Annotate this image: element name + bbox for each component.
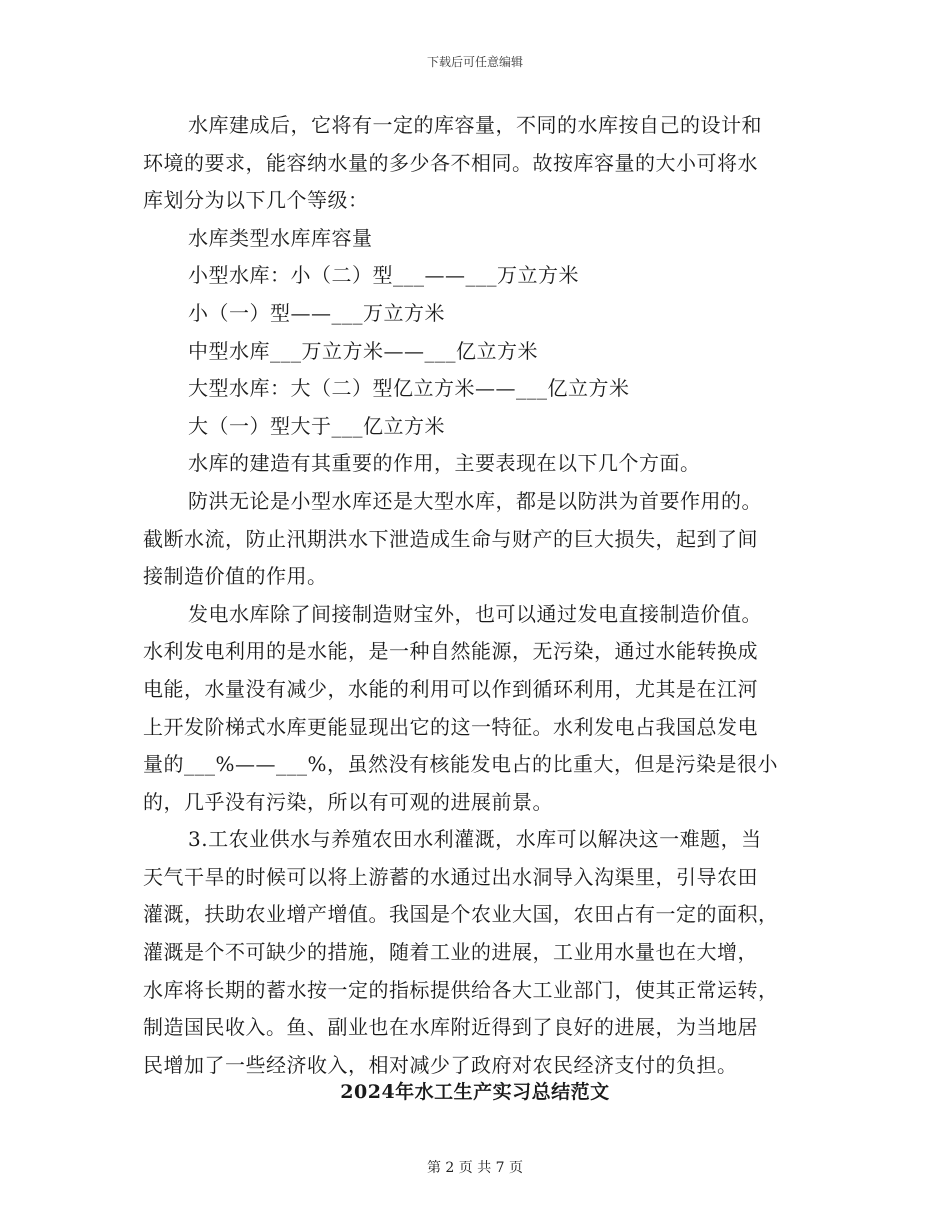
text-line: 大型水库：大（二）型亿立方米——___亿立方米 bbox=[188, 376, 630, 401]
text-line: 库划分为以下几个等级： bbox=[143, 188, 369, 213]
text-line: 水利发电利用的是水能，是一种自然能源，无污染，通过水能转换成 bbox=[143, 639, 758, 664]
header-note: 下载后可任意编辑 bbox=[426, 55, 523, 69]
text-line: 灌溉，扶助农业增产增值。我国是个农业大国，农田占有一定的面积， bbox=[143, 902, 779, 927]
text-line: 中型水库___万立方米——___亿立方米 bbox=[188, 338, 538, 363]
text-line: 的，几乎没有污染，所以有可观的进展前景。 bbox=[143, 789, 553, 814]
text-line: 制造国民收入。鱼、副业也在水库附近得到了良好的进展，为当地居 bbox=[143, 1015, 758, 1040]
text-line: 大（一）型大于___亿立方米 bbox=[188, 413, 445, 438]
text-line: 小型水库：小（二）型___——___万立方米 bbox=[188, 263, 579, 288]
text-line: 3.工农业供水与养殖农田水利灌溉，水库可以解决这一难题，当 bbox=[188, 827, 762, 852]
text-line: 发电水库除了间接制造财宝外，也可以通过发电直接制造价值。 bbox=[188, 601, 762, 626]
text-line: 截断水流，防止汛期洪水下泄造成生命与财产的巨大损失，起到了间 bbox=[143, 526, 758, 551]
text-line: 天气干旱的时候可以将上游蓄的水通过出水洞导入沟渠里，引导农田 bbox=[143, 864, 758, 889]
document-title: 2024年水工生产实习总结范文 bbox=[340, 1081, 610, 1103]
text-line: 水库将长期的蓄水按一定的指标提供给各大工业部门，使其正常运转， bbox=[143, 977, 779, 1002]
text-line: 民增加了一些经济收入，相对减少了政府对农民经济支付的负担。 bbox=[143, 1052, 738, 1077]
text-line: 量的___%——___%，虽然没有核能发电占的比重大，但是污染是很小 bbox=[143, 752, 779, 777]
text-line: 接制造价值的作用。 bbox=[143, 564, 328, 589]
text-line: 水库类型水库库容量 bbox=[188, 225, 373, 250]
page-number: 第 2 页 共 7 页 bbox=[426, 1160, 524, 1176]
text-line: 环境的要求，能容纳水量的多少各不相同。故按库容量的大小可将水 bbox=[143, 150, 758, 175]
text-line: 灌溉是个不可缺少的措施，随着工业的进展，工业用水量也在大增， bbox=[143, 940, 758, 965]
text-line: 小（一）型——___万立方米 bbox=[188, 300, 445, 325]
text-line: 电能，水量没有减少，水能的利用可以作到循环利用，尤其是在江河 bbox=[143, 676, 758, 701]
text-line: 防洪无论是小型水库还是大型水库，都是以防洪为首要作用的。 bbox=[188, 488, 762, 513]
text-line: 水库的建造有其重要的作用，主要表现在以下几个方面。 bbox=[188, 451, 701, 476]
text-line: 水库建成后，它将有一定的库容量，不同的水库按自己的设计和 bbox=[188, 113, 762, 137]
document-body bbox=[143, 107, 815, 1084]
text-line: 上开发阶梯式水库更能显现出它的这一特征。水利发电占我国总发电 bbox=[143, 714, 758, 739]
